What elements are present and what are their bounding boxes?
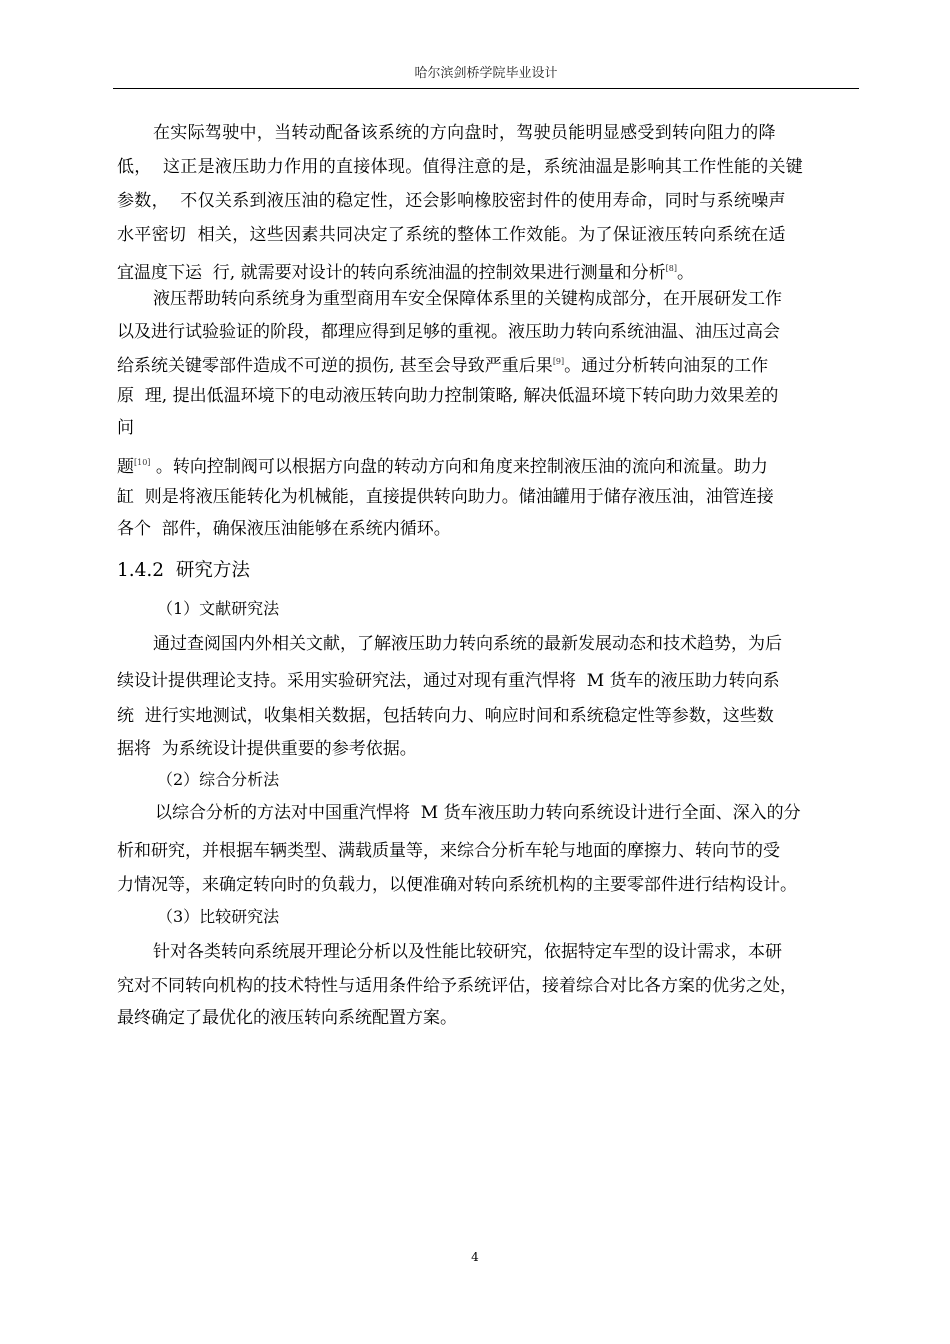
text-run: 题	[117, 457, 134, 477]
running-header: 哈尔滨剑桥学院毕业设计	[414, 66, 558, 81]
text-run: 给系统关键零部件造成不可逆的损伤, 甚至会导致严重后果	[117, 356, 553, 376]
text-line: 缸 则是将液压能转化为机械能，直接提供转向助力。储油罐用于储存液压油，油管连接	[117, 487, 774, 507]
text-line: 在实际驾驶中，当转动配备该系统的方向盘时，驾驶员能明显感受到转向阻力的降	[153, 123, 776, 143]
page-number: 4	[471, 1250, 479, 1264]
method-label: （3）比较研究法	[157, 907, 280, 926]
text-line: 以综合分析的方法对中国重汽悍将 M 货车液压助力转向系统设计进行全面、深入的分	[155, 803, 801, 823]
text-line: 力情况等，来确定转向时的负载力，以便准确对转向系统机构的主要零部件进行结构设计。	[117, 875, 797, 895]
section-heading	[117, 556, 250, 582]
citation: [10]	[134, 458, 151, 467]
text-line: 水平密切 相关，这些因素共同决定了系统的整体工作效能。为了保证液压转向系统在适	[117, 225, 786, 245]
text-run: 。通过分析转向油泵的工作	[564, 356, 769, 376]
text-run: 宜温度下运 行, 就需要对设计的转向系统油温的控制效果进行测量和分析	[117, 263, 666, 283]
text-line: 原 理, 提出低温环境下的电动液压转向助力控制策略, 解决低温环境下转向助力效果差的	[117, 386, 779, 406]
citation: [8]	[665, 264, 677, 273]
text-line: 续设计提供理论支持。采用实验研究法，通过对现有重汽悍将 M 货车的液压助力转向系	[117, 671, 780, 691]
text-line: 以及进行试验验证的阶段，都理应得到足够的重视。液压助力转向系统油温、油压过高会	[117, 322, 780, 342]
text-line	[117, 352, 768, 376]
text-line: 参数， 不仅关系到液压油的稳定性，还会影响橡胶密封件的使用寿命，同时与系统噪声	[117, 191, 786, 211]
method-label: （2）综合分析法	[157, 770, 280, 789]
text-line: 针对各类转向系统展开理论分析以及性能比较研究，依据特定车型的设计需求，本研	[153, 942, 782, 962]
text-line: 低， 这正是液压助力作用的直接体现。值得注意的是，系统油温是影响其工作性能的关键	[117, 157, 804, 177]
text-line: 析和研究，并根据车辆类型、满载质量等，来综合分析车轮与地面的摩擦力、转向节的受	[117, 841, 780, 861]
text-line	[117, 259, 694, 283]
text-run: 。	[676, 263, 694, 283]
text-line: 液压帮助转向系统身为重型商用车安全保障体系里的关键构成部分，在开展研发工作	[153, 289, 782, 309]
text-line: 统 进行实地测试，收集相关数据，包括转向力、响应时间和系统稳定性等参数，这些数	[117, 706, 774, 726]
text-line: 通过查阅国内外相关文献，了解液压助力转向系统的最新发展动态和技术趋势，为后	[153, 634, 782, 654]
section-title: 研究方法	[175, 560, 250, 581]
text-line: 究对不同转向机构的技术特性与适用条件给予系统评估，接着综合对比各方案的优劣之处，	[117, 976, 797, 996]
text-line	[117, 453, 768, 477]
header-rule	[113, 88, 859, 89]
section-number: 1.4.2	[117, 560, 165, 581]
text-line: 据将 为系统设计提供重要的参考依据。	[117, 739, 417, 759]
citation: [9]	[552, 357, 565, 366]
text-run: 。转向控制阀可以根据方向盘的转动方向和角度来控制液压油的流向和流量。助力	[150, 457, 768, 477]
text-line: 问	[117, 418, 134, 438]
text-line: 各个 部件，确保液压油能够在系统内循环。	[117, 519, 451, 539]
method-label: （1）文献研究法	[157, 599, 280, 618]
text-line: 最终确定了最优化的液压转向系统配置方案。	[117, 1008, 457, 1028]
